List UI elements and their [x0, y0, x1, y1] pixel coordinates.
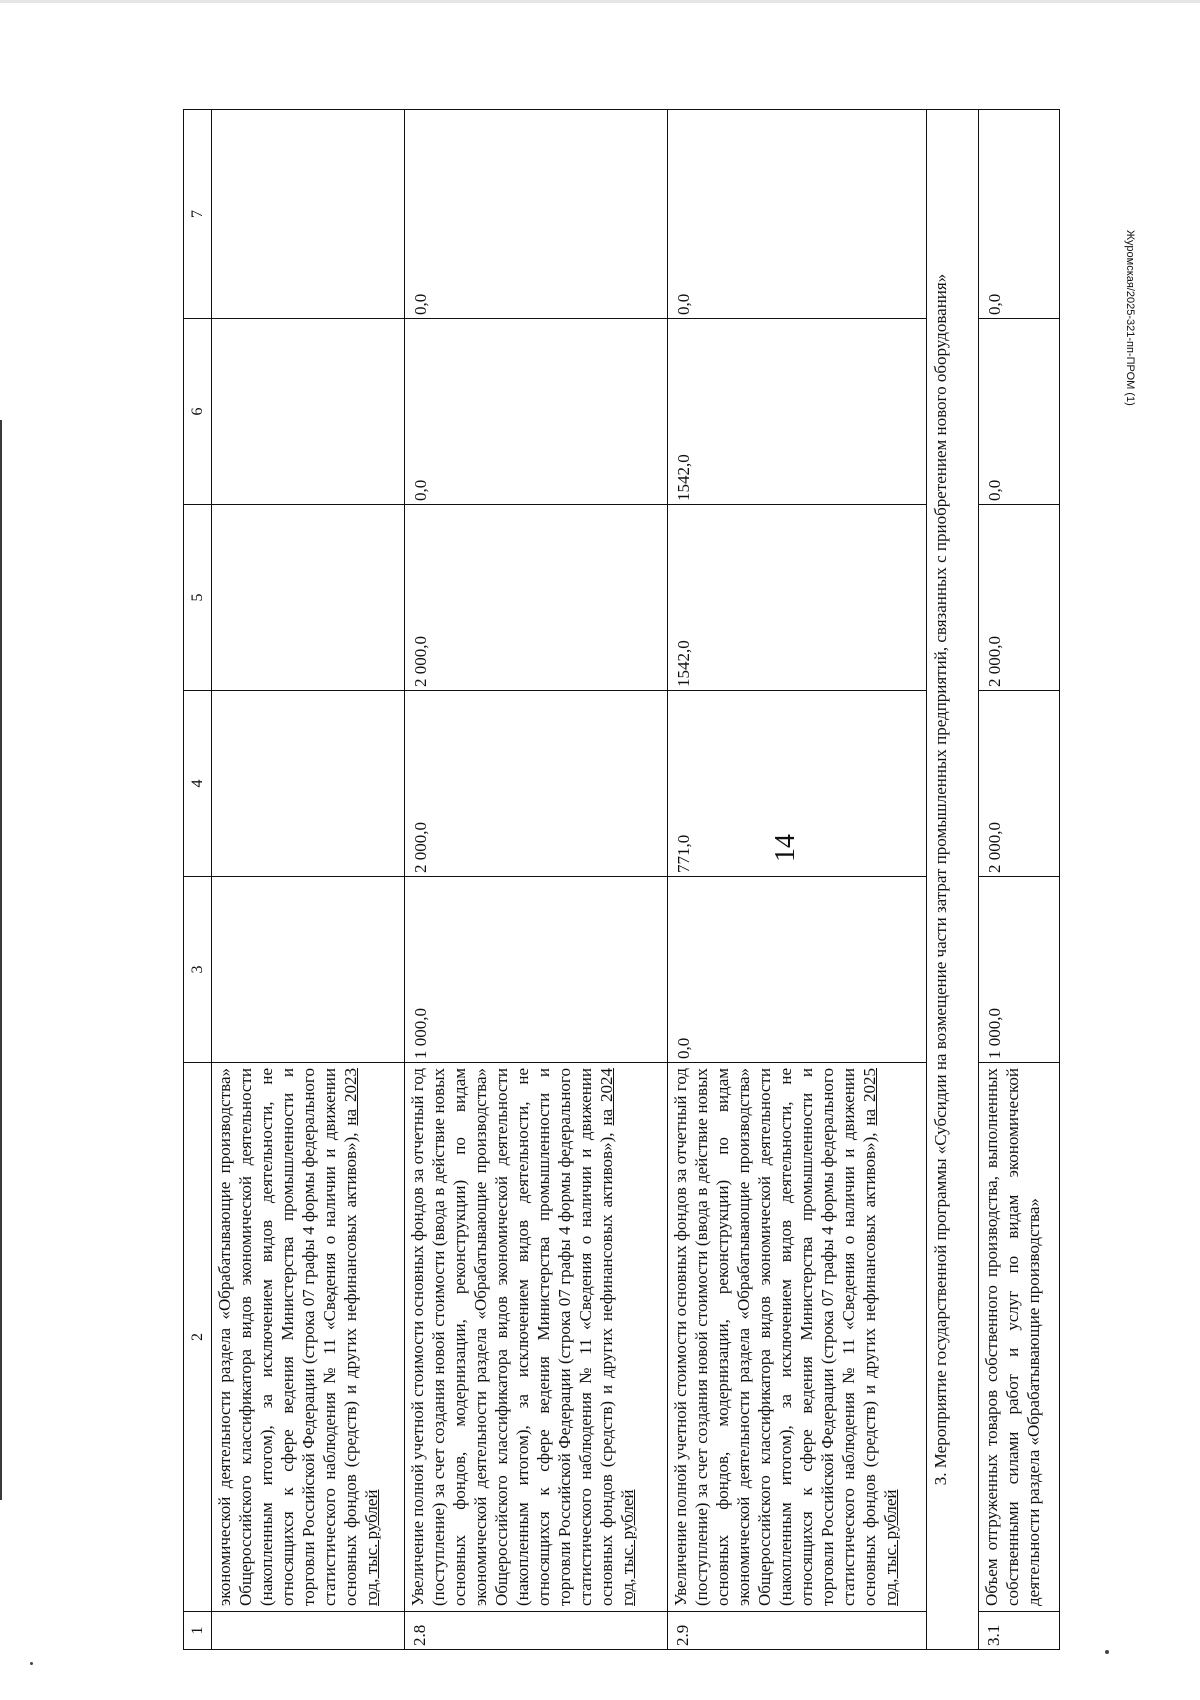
section-cell	[927, 110, 979, 1650]
value: 1 000,0	[411, 1008, 430, 1059]
indicator-text	[212, 1063, 382, 1611]
value-cell	[979, 691, 1060, 877]
value-cell	[405, 110, 668, 319]
indicator-text: Объем отгруженных товаров собственного производства, выполненных собственными силами работ и услуг по видам экономической деятельности раздела «Обрабатывающие производства»	[982, 1068, 1043, 1606]
row-number: 3.1	[984, 1624, 1003, 1646]
table-row-2-8	[405, 110, 668, 1650]
value: 2 000,0	[411, 822, 430, 873]
value: 0,0	[411, 479, 430, 501]
value: 0,0	[985, 293, 1004, 315]
header-cell: 7	[184, 110, 212, 319]
header-cell: 6	[184, 319, 212, 505]
value: 2 000,0	[985, 822, 1004, 873]
value-cell	[212, 110, 405, 319]
row-number: 2.8	[410, 1624, 429, 1646]
value-cell	[979, 319, 1060, 505]
section-title: 3. Мероприятие государственной программы «Субсидии на возмещение части затрат промышленных предприятий, связанных с приобретением нового оборудования»	[931, 273, 950, 1486]
indicator-text	[668, 1063, 901, 1611]
value-cell	[668, 505, 927, 691]
value-cell	[405, 505, 668, 691]
indicator-description: экономической деятельности раздела «Обрабатывающие производства» Общероссийского классификатора видов экономической деятельности (накопленным итогом), за исключением видов деятельности, не относящихся к сфере ведения Министерства промышленности и торговли Российской Федерации (строка 07 графы 4 формы федерального статистического наблюдения № 11 «Сведения о наличии и движении основных фондов (средств) и других нефинансовых активов»),	[215, 1068, 360, 1606]
value: 1542,0	[674, 454, 693, 501]
indicator-period: на 2024 год, тыс. рублей	[597, 1068, 637, 1606]
indicator-description: Увеличение полной учетной стоимости основных фондов за отчетный год (поступление) за счет создания новой стоимости (ввода в действие новых основных фондов, модернизации, реконструкции) по видам экономической деятельности раздела «Обрабатывающие производства» Общероссийского классификатора видов экономической деятельности (накопленным итогом), за исключением видов деятельности, не относящихся к сфере ведения Министерства промышленности и торговли Российской Федерации (строка 07 графы 4 формы федерального статистического наблюдения № 11 «Сведения о наличии и движении основных фондов (средств) и других нефинансовых активов»),	[408, 1068, 616, 1606]
value: 1542,0	[674, 640, 693, 687]
value	[212, 319, 217, 504]
header-cell: 2	[184, 1063, 212, 1612]
value-cell	[212, 691, 405, 877]
indicator-period: на 2025 год, тыс. рублей	[860, 1068, 900, 1606]
value	[212, 110, 217, 318]
value-cell	[668, 691, 927, 877]
value: 2 000,0	[985, 636, 1004, 687]
section-row-3	[927, 110, 979, 1650]
value: 0,0	[674, 1037, 693, 1059]
indicator-cell	[212, 1063, 405, 1612]
value: 0,0	[674, 293, 693, 315]
table-row-2-9	[668, 110, 927, 1650]
indicator-description: Увеличение полной учетной стоимости основных фондов за отчетный год (поступление) за счет создания новой стоимости (ввода в действие новых основных фондов, модернизации, реконструкции) по видам экономической деятельности раздела «Обрабатывающие производства» Общероссийского классификатора видов экономической деятельности (накопленным итогом), за исключением видов деятельности, не относящихся к сфере ведения Министерства промышленности и торговли Российской Федерации (строка 07 графы 4 формы федерального статистического наблюдения № 11 «Сведения о наличии и движении основных фондов (средств) и других нефинансовых активов»),	[671, 1068, 879, 1606]
value-cell	[212, 319, 405, 505]
table-row-3-1	[979, 110, 1060, 1650]
indicator-cell	[405, 1063, 668, 1612]
indicators-table	[183, 109, 1060, 1650]
page-number: 14	[770, 834, 801, 862]
scan-edge-left	[0, 420, 2, 1500]
row-number-cell	[405, 1612, 668, 1650]
scan-speck	[1105, 1650, 1109, 1654]
row-number-cell	[668, 1612, 927, 1650]
indicator-cell	[668, 1063, 927, 1612]
value-cell	[979, 877, 1060, 1063]
value-cell	[668, 877, 927, 1063]
value	[212, 505, 217, 690]
rotated-table-wrapper	[183, 109, 1060, 1650]
document-footer: Журомская/2025-321-пп-ПРОМ (1)	[1124, 230, 1136, 406]
value-cell	[212, 877, 405, 1063]
indicator-period: на 2023 год, тыс. рублей	[341, 1068, 381, 1606]
value: 2 000,0	[411, 636, 430, 687]
indicator-cell	[979, 1063, 1060, 1612]
value-cell	[405, 877, 668, 1063]
value	[212, 877, 217, 1062]
header-cell: 1	[184, 1612, 212, 1650]
value: 0,0	[411, 293, 430, 315]
header-cell: 5	[184, 505, 212, 691]
indicator-text	[405, 1063, 638, 1611]
value-cell	[405, 319, 668, 505]
header-cell: 3	[184, 877, 212, 1063]
value-cell	[979, 110, 1060, 319]
value-cell	[405, 691, 668, 877]
value-cell	[979, 505, 1060, 691]
value-cell	[668, 319, 927, 505]
scan-speck	[30, 1662, 33, 1665]
value	[212, 691, 217, 876]
value: 771,0	[674, 834, 693, 873]
header-cell: 4	[184, 691, 212, 877]
row-number	[212, 1612, 216, 1649]
row-number: 2.9	[673, 1624, 692, 1646]
value-cell	[212, 505, 405, 691]
row-number-cell	[979, 1612, 1060, 1650]
row-number-cell	[212, 1612, 405, 1650]
value: 0,0	[985, 479, 1004, 501]
value: 1 000,0	[985, 1008, 1004, 1059]
scan-edge-top	[0, 0, 1200, 3]
value-cell	[668, 110, 927, 319]
table-row-continuation	[212, 110, 405, 1650]
header-row	[184, 110, 212, 1650]
